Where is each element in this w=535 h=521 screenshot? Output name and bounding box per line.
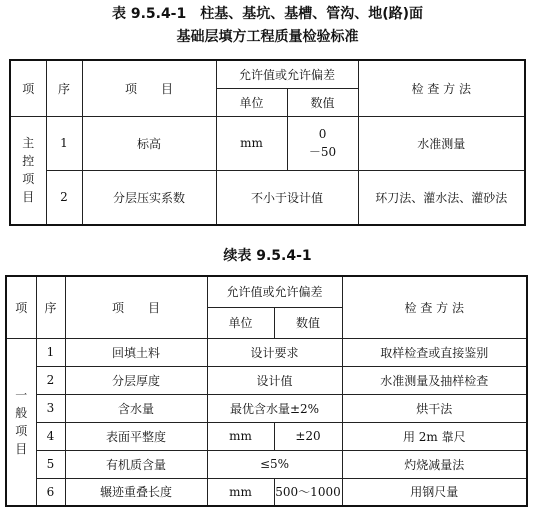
row-seq: 1 xyxy=(46,116,82,170)
row-method: 用钢尺量 xyxy=(342,478,527,506)
group-label-general: 一 般 项 目 xyxy=(6,338,36,506)
row-method: 水准测量及抽样检查 xyxy=(342,366,527,394)
row-item: 分层厚度 xyxy=(65,366,207,394)
header-tolerance: 允许值或允许偏差 xyxy=(207,276,342,307)
row-item: 分层压实系数 xyxy=(82,170,216,225)
header-seq: 序 xyxy=(46,60,82,116)
row-item: 表面平整度 xyxy=(65,422,207,450)
table1-title-line1: 表 9.5.4-1 柱基、基坑、基槽、管沟、地(路)面 xyxy=(111,6,424,22)
row-tolerance: ≤5% xyxy=(207,450,342,478)
row-value: 500～1000 xyxy=(274,478,342,506)
table1-title-line2: 基础层填方工程质量检验标准 xyxy=(176,29,359,45)
row-seq: 5 xyxy=(36,450,65,478)
row-method: 环刀法、灌水法、灌砂法 xyxy=(358,170,525,225)
header-item-type: 项 xyxy=(10,60,46,116)
header-method: 检 查 方 法 xyxy=(358,60,525,116)
header-value: 数值 xyxy=(287,88,358,116)
row-value: ±20 xyxy=(274,422,342,450)
row-seq: 4 xyxy=(36,422,65,450)
group-label-main-control: 主 控 项 目 xyxy=(10,116,46,225)
row-tolerance: 不小于设计值 xyxy=(216,170,358,225)
header-unit: 单位 xyxy=(216,88,287,116)
row-method: 水准测量 xyxy=(358,116,525,170)
row-seq: 2 xyxy=(36,366,65,394)
header-method: 检 查 方 法 xyxy=(342,276,527,338)
header-item: 项 目 xyxy=(82,60,216,116)
row-method: 灼烧减量法 xyxy=(342,450,527,478)
row-tolerance: 设计值 xyxy=(207,366,342,394)
header-item: 项 目 xyxy=(65,276,207,338)
header-item-type: 项 xyxy=(6,276,36,338)
row-item: 回填土料 xyxy=(65,338,207,366)
row-value: 0 －50 xyxy=(287,116,358,170)
header-tolerance: 允许值或允许偏差 xyxy=(216,60,358,88)
header-value: 数值 xyxy=(274,307,342,338)
row-item: 辗迹重叠长度 xyxy=(65,478,207,506)
continued-quality-table xyxy=(5,275,528,507)
row-tolerance: 设计要求 xyxy=(207,338,342,366)
row-unit: mm xyxy=(207,478,274,506)
row-method: 用 2m 靠尺 xyxy=(342,422,527,450)
row-item: 含水量 xyxy=(65,394,207,422)
row-seq: 6 xyxy=(36,478,65,506)
table2-title: 续表 9.5.4-1 xyxy=(223,248,312,264)
row-method: 取样检查或直接鉴别 xyxy=(342,338,527,366)
header-seq: 序 xyxy=(36,276,65,338)
header-unit: 单位 xyxy=(207,307,274,338)
row-item: 有机质含量 xyxy=(65,450,207,478)
row-seq: 1 xyxy=(36,338,65,366)
row-method: 烘干法 xyxy=(342,394,527,422)
row-seq: 2 xyxy=(46,170,82,225)
row-seq: 3 xyxy=(36,394,65,422)
row-tolerance: 最优含水量±2% xyxy=(207,394,342,422)
row-unit: mm xyxy=(216,116,287,170)
row-item: 标高 xyxy=(82,116,216,170)
quality-standard-table xyxy=(9,59,526,226)
row-unit: mm xyxy=(207,422,274,450)
